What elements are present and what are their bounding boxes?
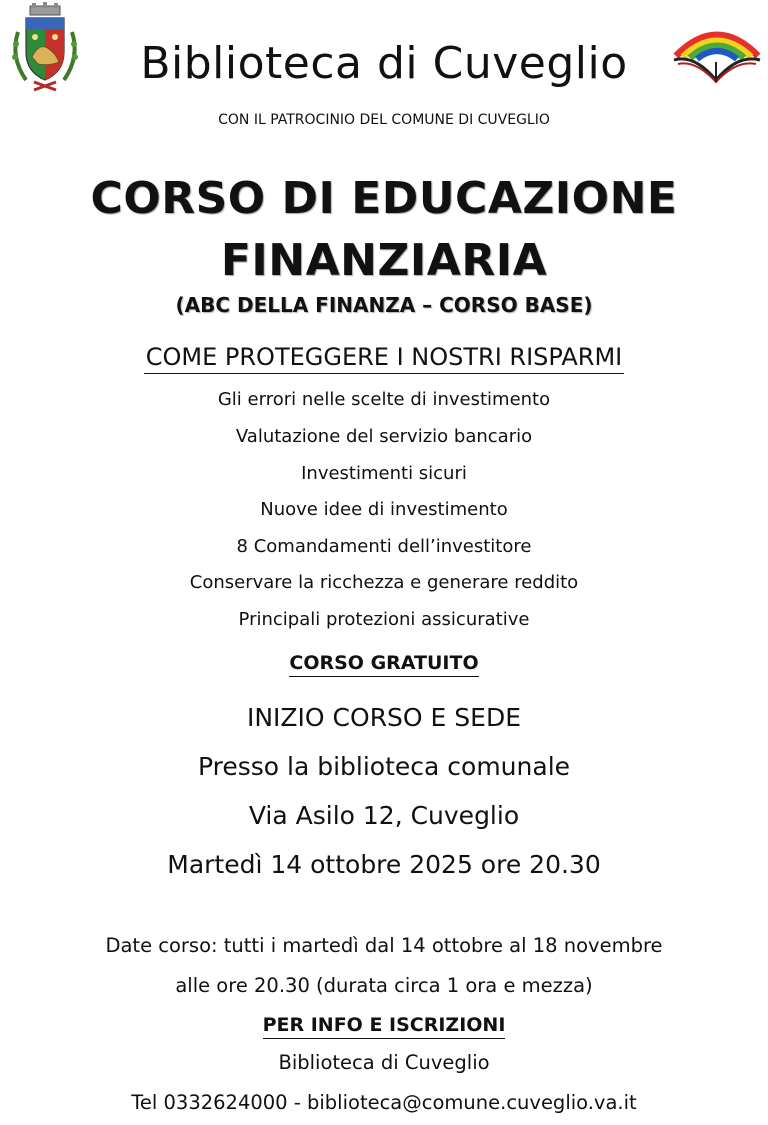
venue-heading: INIZIO CORSO E SEDE (246, 703, 522, 732)
schedule-line1: Date corso: tutti i martedì dal 14 ottobre al 18 novembre (105, 934, 663, 957)
contact-details: Tel 0332624000 - biblioteca@comune.cuveglio.va.it (131, 1091, 637, 1114)
topic-item: 8 Comandamenti dell’investitore (236, 536, 532, 557)
topic-item: Conservare la ricchezza e generare reddito (189, 572, 579, 593)
section-heading-text: COME PROTEGGERE I NOSTRI RISPARMI (144, 343, 624, 374)
venue-place: Presso la biblioteca comunale (197, 752, 571, 781)
schedule-line2: alle ore 20.30 (durata circa 1 ora e mezza) (175, 974, 593, 997)
topic-item: Nuove idee di investimento (260, 499, 508, 520)
topic-item: Gli errori nelle scelte di investimento (217, 389, 551, 410)
contact-heading-text: PER INFO E ISCRIZIONI (263, 1014, 506, 1039)
page-title: Biblioteca di Cuveglio (140, 38, 628, 89)
patronage-note: CON IL PATROCINIO DEL COMUNE DI CUVEGLIO (218, 112, 550, 128)
topic-item: Valutazione del servizio bancario (235, 426, 533, 447)
topic-item: Principali protezioni assicurative (238, 609, 530, 630)
course-title-line1: CORSO DI EDUCAZIONE (90, 173, 678, 224)
venue-address: Via Asilo 12, Cuveglio (248, 801, 520, 830)
contact-heading (0, 1014, 768, 1036)
contact-name: Biblioteca di Cuveglio (278, 1051, 490, 1074)
free-course-text: CORSO GRATUITO (289, 652, 478, 677)
free-course-label (0, 652, 768, 674)
course-subtitle: (ABC DELLA FINANZA – CORSO BASE) (175, 293, 593, 317)
topic-item: Investimenti sicuri (301, 463, 467, 484)
venue-start-date: Martedì 14 ottobre 2025 ore 20.30 (167, 850, 601, 879)
section-heading (0, 343, 768, 371)
course-title-line2: FINANZIARIA (220, 235, 548, 286)
